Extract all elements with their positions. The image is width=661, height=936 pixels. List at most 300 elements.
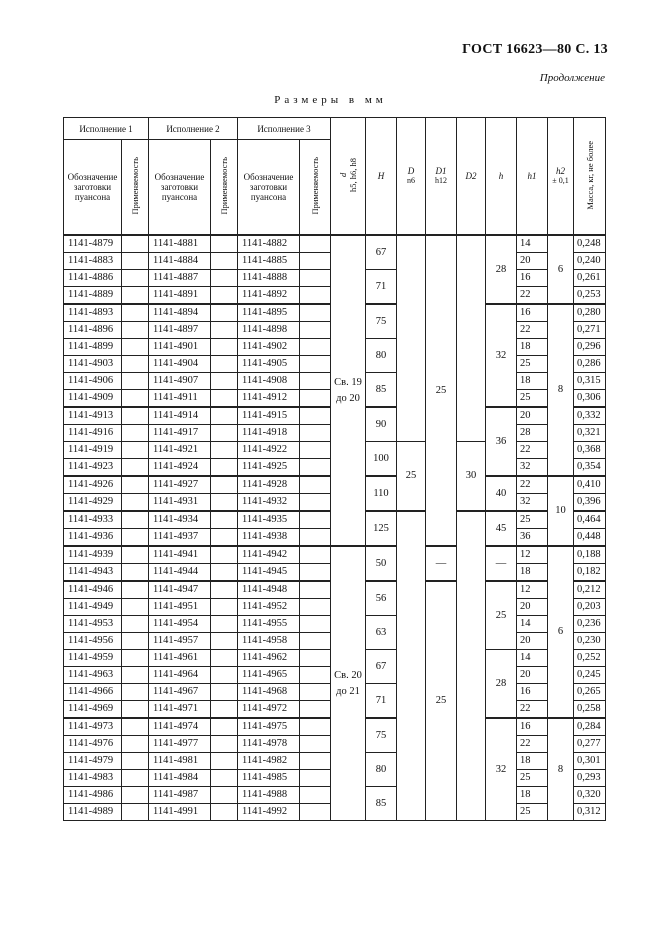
D2-value — [457, 511, 486, 821]
H-value: 90 — [366, 407, 397, 442]
designation-3: 1141-4898 — [238, 322, 300, 339]
designation-2: 1141-4977 — [149, 736, 211, 753]
designation-2: 1141-4937 — [149, 529, 211, 547]
designation-1: 1141-4946 — [64, 581, 122, 599]
applicability-3 — [300, 616, 331, 633]
designation-2: 1141-4931 — [149, 494, 211, 512]
h1-value: 22 — [517, 476, 548, 494]
mass-value: 0,188 — [574, 546, 606, 564]
designation-2: 1141-4964 — [149, 667, 211, 684]
mass-value: 0,354 — [574, 459, 606, 477]
d-range: Св. 20 до 21 — [331, 546, 366, 821]
h-value: 32 — [486, 304, 517, 407]
designation-2: 1141-4924 — [149, 459, 211, 477]
designation-1: 1141-4916 — [64, 425, 122, 442]
designation-1: 1141-4983 — [64, 770, 122, 787]
applicability-1 — [122, 564, 149, 582]
designation-header-3: Обозначение заготовки пуансона — [238, 140, 300, 236]
H-value: 71 — [366, 684, 397, 719]
designation-1: 1141-4919 — [64, 442, 122, 459]
designation-1: 1141-4956 — [64, 633, 122, 650]
h1-value: 20 — [517, 599, 548, 616]
sizes-caption: Размеры в мм — [274, 94, 387, 106]
H-value: 80 — [366, 753, 397, 787]
H-value: 85 — [366, 787, 397, 821]
applicability-1 — [122, 425, 149, 442]
applicability-1 — [122, 770, 149, 787]
applicability-2 — [211, 599, 238, 616]
designation-1: 1141-4936 — [64, 529, 122, 547]
h1-value: 20 — [517, 407, 548, 425]
designation-3: 1141-4882 — [238, 235, 300, 253]
mass-value: 0,368 — [574, 442, 606, 459]
H-value: 100 — [366, 442, 397, 477]
applicability-3 — [300, 304, 331, 322]
designation-1: 1141-4903 — [64, 356, 122, 373]
designation-3: 1141-4932 — [238, 494, 300, 512]
designation-1: 1141-4986 — [64, 787, 122, 804]
applicability-1 — [122, 390, 149, 408]
h1-value: 28 — [517, 425, 548, 442]
applicability-3 — [300, 633, 331, 650]
designation-3: 1141-4902 — [238, 339, 300, 356]
D2-value: 30 — [457, 442, 486, 512]
col-h: h — [486, 118, 517, 236]
mass-value: 0,182 — [574, 564, 606, 582]
designation-1: 1141-4896 — [64, 322, 122, 339]
applicability-3 — [300, 322, 331, 339]
applicability-3 — [300, 564, 331, 582]
h1-value: 20 — [517, 253, 548, 270]
h-value: 45 — [486, 511, 517, 546]
designation-2: 1141-4881 — [149, 235, 211, 253]
designation-3: 1141-4892 — [238, 287, 300, 305]
col-h1: h1 — [517, 118, 548, 236]
applicability-1 — [122, 287, 149, 305]
mass-value: 0,296 — [574, 339, 606, 356]
designation-2: 1141-4921 — [149, 442, 211, 459]
h1-value: 22 — [517, 736, 548, 753]
applicability-1 — [122, 701, 149, 719]
applicability-3 — [300, 287, 331, 305]
applicability-1 — [122, 373, 149, 390]
designation-2: 1141-4897 — [149, 322, 211, 339]
applicability-3 — [300, 407, 331, 425]
mass-value: 0,230 — [574, 633, 606, 650]
applicability-3 — [300, 529, 331, 547]
applicability-1 — [122, 718, 149, 736]
designation-1: 1141-4883 — [64, 253, 122, 270]
mass-value: 0,252 — [574, 650, 606, 667]
applicability-1 — [122, 684, 149, 701]
applicability-3 — [300, 736, 331, 753]
h1-value: 18 — [517, 787, 548, 804]
applicability-3 — [300, 511, 331, 529]
designation-3: 1141-4908 — [238, 373, 300, 390]
h2-value: 8 — [548, 304, 574, 476]
d-range: Св. 19 до 20 — [331, 235, 366, 546]
h1-value: 14 — [517, 235, 548, 253]
designation-1: 1141-4889 — [64, 287, 122, 305]
applicability-2 — [211, 684, 238, 701]
designation-3: 1141-4968 — [238, 684, 300, 701]
h2-value: 6 — [548, 235, 574, 304]
designation-2: 1141-4954 — [149, 616, 211, 633]
applicability-2 — [211, 564, 238, 582]
h1-value: 25 — [517, 356, 548, 373]
applicability-2 — [211, 459, 238, 477]
applicability-3 — [300, 753, 331, 770]
h-value: 40 — [486, 476, 517, 511]
mass-value: 0,321 — [574, 425, 606, 442]
mass-value: 0,203 — [574, 599, 606, 616]
h1-value: 32 — [517, 494, 548, 512]
h1-value: 22 — [517, 322, 548, 339]
mass-value: 0,277 — [574, 736, 606, 753]
mass-value: 0,312 — [574, 804, 606, 821]
h2-value: 6 — [548, 546, 574, 718]
designation-1: 1141-4893 — [64, 304, 122, 322]
designation-2: 1141-4907 — [149, 373, 211, 390]
table-row — [64, 546, 606, 564]
h2-value: 8 — [548, 718, 574, 821]
col-h2: h2 ± 0,1 — [548, 118, 574, 236]
h1-value: 18 — [517, 373, 548, 390]
designation-3: 1141-4948 — [238, 581, 300, 599]
designation-3: 1141-4978 — [238, 736, 300, 753]
designation-1: 1141-4929 — [64, 494, 122, 512]
mass-value: 0,240 — [574, 253, 606, 270]
col-mass: Масса, кг, не более — [574, 118, 606, 236]
D-value — [397, 511, 426, 821]
applicability-1 — [122, 459, 149, 477]
h1-value: 18 — [517, 753, 548, 770]
applicability-3 — [300, 701, 331, 719]
designation-2: 1141-4904 — [149, 356, 211, 373]
applicability-1 — [122, 339, 149, 356]
designation-3: 1141-4888 — [238, 270, 300, 287]
mass-value: 0,448 — [574, 529, 606, 547]
applicability-1 — [122, 616, 149, 633]
applicability-3 — [300, 787, 331, 804]
h1-value: 25 — [517, 511, 548, 529]
applicability-3 — [300, 476, 331, 494]
applicability-header-2: Применяемость — [211, 140, 238, 236]
applicability-2 — [211, 581, 238, 599]
applicability-1 — [122, 581, 149, 599]
designation-1: 1141-4899 — [64, 339, 122, 356]
D1-value: 25 — [426, 581, 457, 821]
applicability-3 — [300, 599, 331, 616]
designation-3: 1141-4952 — [238, 599, 300, 616]
h1-value: 14 — [517, 650, 548, 667]
applicability-1 — [122, 494, 149, 512]
mass-value: 0,301 — [574, 753, 606, 770]
designation-1: 1141-4939 — [64, 546, 122, 564]
designation-2: 1141-4987 — [149, 787, 211, 804]
applicability-1 — [122, 650, 149, 667]
applicability-3 — [300, 804, 331, 821]
designation-1: 1141-4909 — [64, 390, 122, 408]
group-header-3: Исполнение 3 — [238, 118, 331, 140]
designation-1: 1141-4976 — [64, 736, 122, 753]
designation-3: 1141-4928 — [238, 476, 300, 494]
designation-2: 1141-4891 — [149, 287, 211, 305]
designation-1: 1141-4913 — [64, 407, 122, 425]
applicability-1 — [122, 356, 149, 373]
h1-value: 25 — [517, 390, 548, 408]
designation-2: 1141-4914 — [149, 407, 211, 425]
designation-1: 1141-4933 — [64, 511, 122, 529]
h-value: 25 — [486, 581, 517, 650]
group-header-2: Исполнение 2 — [149, 118, 238, 140]
H-value: 56 — [366, 581, 397, 616]
designation-1: 1141-4963 — [64, 667, 122, 684]
mass-value: 0,265 — [574, 684, 606, 701]
designation-1: 1141-4966 — [64, 684, 122, 701]
applicability-2 — [211, 494, 238, 512]
designation-2: 1141-4951 — [149, 599, 211, 616]
designation-3: 1141-4938 — [238, 529, 300, 547]
applicability-3 — [300, 425, 331, 442]
designation-1: 1141-4979 — [64, 753, 122, 770]
designation-2: 1141-4911 — [149, 390, 211, 408]
H-value: 71 — [366, 270, 397, 305]
h1-value: 16 — [517, 304, 548, 322]
h1-value: 16 — [517, 270, 548, 287]
applicability-2 — [211, 476, 238, 494]
designation-2: 1141-4887 — [149, 270, 211, 287]
applicability-3 — [300, 546, 331, 564]
applicability-1 — [122, 253, 149, 270]
mass-value: 0,320 — [574, 787, 606, 804]
h1-value: 18 — [517, 339, 548, 356]
applicability-3 — [300, 718, 331, 736]
designation-2: 1141-4974 — [149, 718, 211, 736]
h1-value: 12 — [517, 546, 548, 564]
H-value: 67 — [366, 235, 397, 270]
applicability-3 — [300, 390, 331, 408]
applicability-2 — [211, 633, 238, 650]
h1-value: 20 — [517, 633, 548, 650]
designation-1: 1141-4943 — [64, 564, 122, 582]
col-D2: D2 — [457, 118, 486, 236]
H-value: 67 — [366, 650, 397, 684]
applicability-1 — [122, 753, 149, 770]
applicability-3 — [300, 650, 331, 667]
applicability-1 — [122, 407, 149, 425]
mass-value: 0,286 — [574, 356, 606, 373]
dimensions-table — [63, 117, 606, 821]
continuation-label: Продолжение — [539, 72, 605, 84]
applicability-3 — [300, 253, 331, 270]
designation-3: 1141-4945 — [238, 564, 300, 582]
D1-value: — — [426, 546, 457, 581]
designation-2: 1141-4981 — [149, 753, 211, 770]
h1-value: 22 — [517, 442, 548, 459]
applicability-2 — [211, 650, 238, 667]
applicability-2 — [211, 253, 238, 270]
designation-2: 1141-4894 — [149, 304, 211, 322]
applicability-2 — [211, 529, 238, 547]
applicability-2 — [211, 339, 238, 356]
designation-3: 1141-4912 — [238, 390, 300, 408]
h1-value: 22 — [517, 287, 548, 305]
mass-value: 0,271 — [574, 322, 606, 339]
mass-value: 0,261 — [574, 270, 606, 287]
designation-3: 1141-4922 — [238, 442, 300, 459]
mass-value: 0,410 — [574, 476, 606, 494]
designation-2: 1141-4901 — [149, 339, 211, 356]
H-value: 75 — [366, 304, 397, 339]
applicability-1 — [122, 322, 149, 339]
designation-2: 1141-4934 — [149, 511, 211, 529]
col-D: D n6 — [397, 118, 426, 236]
applicability-2 — [211, 442, 238, 459]
designation-3: 1141-4982 — [238, 753, 300, 770]
applicability-3 — [300, 373, 331, 390]
applicability-3 — [300, 770, 331, 787]
applicability-2 — [211, 736, 238, 753]
h1-value: 25 — [517, 770, 548, 787]
col-D1: D1 h12 — [426, 118, 457, 236]
D-value — [397, 235, 426, 442]
h-value: 28 — [486, 650, 517, 719]
h-value: 28 — [486, 235, 517, 304]
designation-3: 1141-4972 — [238, 701, 300, 719]
H-value: 80 — [366, 339, 397, 373]
designation-1: 1141-4949 — [64, 599, 122, 616]
applicability-3 — [300, 684, 331, 701]
table-row — [64, 235, 606, 253]
applicability-2 — [211, 753, 238, 770]
D1-value: 25 — [426, 235, 457, 546]
h1-value: 36 — [517, 529, 548, 547]
designation-2: 1141-4991 — [149, 804, 211, 821]
h1-value: 20 — [517, 667, 548, 684]
designation-3: 1141-4925 — [238, 459, 300, 477]
applicability-1 — [122, 511, 149, 529]
H-value: 125 — [366, 511, 397, 546]
applicability-1 — [122, 529, 149, 547]
h1-value: 12 — [517, 581, 548, 599]
designation-3: 1141-4992 — [238, 804, 300, 821]
applicability-header-1: Применяемость — [122, 140, 149, 236]
applicability-1 — [122, 270, 149, 287]
h1-value: 16 — [517, 718, 548, 736]
h1-value: 22 — [517, 701, 548, 719]
designation-1: 1141-4906 — [64, 373, 122, 390]
applicability-3 — [300, 235, 331, 253]
designation-2: 1141-4984 — [149, 770, 211, 787]
designation-2: 1141-4941 — [149, 546, 211, 564]
h1-value: 25 — [517, 804, 548, 821]
H-value: 110 — [366, 476, 397, 511]
applicability-3 — [300, 459, 331, 477]
mass-value: 0,293 — [574, 770, 606, 787]
h-value: — — [486, 546, 517, 581]
mass-value: 0,306 — [574, 390, 606, 408]
H-value: 63 — [366, 616, 397, 650]
applicability-1 — [122, 442, 149, 459]
h1-value: 18 — [517, 564, 548, 582]
designation-2: 1141-4927 — [149, 476, 211, 494]
designation-1: 1141-4879 — [64, 235, 122, 253]
applicability-2 — [211, 322, 238, 339]
h2-value: 10 — [548, 476, 574, 546]
col-d: d h5, h6, h8 — [331, 118, 366, 236]
applicability-2 — [211, 304, 238, 322]
applicability-2 — [211, 235, 238, 253]
mass-value: 0,248 — [574, 235, 606, 253]
applicability-2 — [211, 407, 238, 425]
designation-3: 1141-4985 — [238, 770, 300, 787]
applicability-2 — [211, 718, 238, 736]
h1-value: 14 — [517, 616, 548, 633]
designation-3: 1141-4935 — [238, 511, 300, 529]
applicability-1 — [122, 546, 149, 564]
designation-3: 1141-4915 — [238, 407, 300, 425]
mass-value: 0,245 — [574, 667, 606, 684]
applicability-2 — [211, 787, 238, 804]
designation-2: 1141-4917 — [149, 425, 211, 442]
designation-header-2: Обозначение заготовки пуансона — [149, 140, 211, 236]
table-body — [64, 235, 606, 821]
group-header-1: Исполнение 1 — [64, 118, 149, 140]
designation-2: 1141-4971 — [149, 701, 211, 719]
H-value: 85 — [366, 373, 397, 408]
designation-3: 1141-4958 — [238, 633, 300, 650]
designation-3: 1141-4988 — [238, 787, 300, 804]
h-value: 36 — [486, 407, 517, 476]
designation-1: 1141-4969 — [64, 701, 122, 719]
applicability-2 — [211, 356, 238, 373]
applicability-1 — [122, 599, 149, 616]
designation-2: 1141-4947 — [149, 581, 211, 599]
designation-3: 1141-4942 — [238, 546, 300, 564]
designation-1: 1141-4923 — [64, 459, 122, 477]
designation-3: 1141-4975 — [238, 718, 300, 736]
applicability-3 — [300, 494, 331, 512]
applicability-2 — [211, 616, 238, 633]
designation-1: 1141-4953 — [64, 616, 122, 633]
applicability-3 — [300, 581, 331, 599]
designation-1: 1141-4989 — [64, 804, 122, 821]
designation-2: 1141-4884 — [149, 253, 211, 270]
h1-value: 32 — [517, 459, 548, 477]
applicability-2 — [211, 804, 238, 821]
applicability-3 — [300, 339, 331, 356]
designation-3: 1141-4895 — [238, 304, 300, 322]
applicability-2 — [211, 373, 238, 390]
applicability-1 — [122, 235, 149, 253]
applicability-2 — [211, 667, 238, 684]
mass-value: 0,253 — [574, 287, 606, 305]
applicability-1 — [122, 476, 149, 494]
designation-2: 1141-4961 — [149, 650, 211, 667]
designation-1: 1141-4886 — [64, 270, 122, 287]
H-value: 50 — [366, 546, 397, 581]
applicability-2 — [211, 390, 238, 408]
mass-value: 0,212 — [574, 581, 606, 599]
mass-value: 0,396 — [574, 494, 606, 512]
designation-2: 1141-4944 — [149, 564, 211, 582]
mass-value: 0,236 — [574, 616, 606, 633]
col-H: H — [366, 118, 397, 236]
designation-3: 1141-4962 — [238, 650, 300, 667]
applicability-2 — [211, 770, 238, 787]
mass-value: 0,332 — [574, 407, 606, 425]
